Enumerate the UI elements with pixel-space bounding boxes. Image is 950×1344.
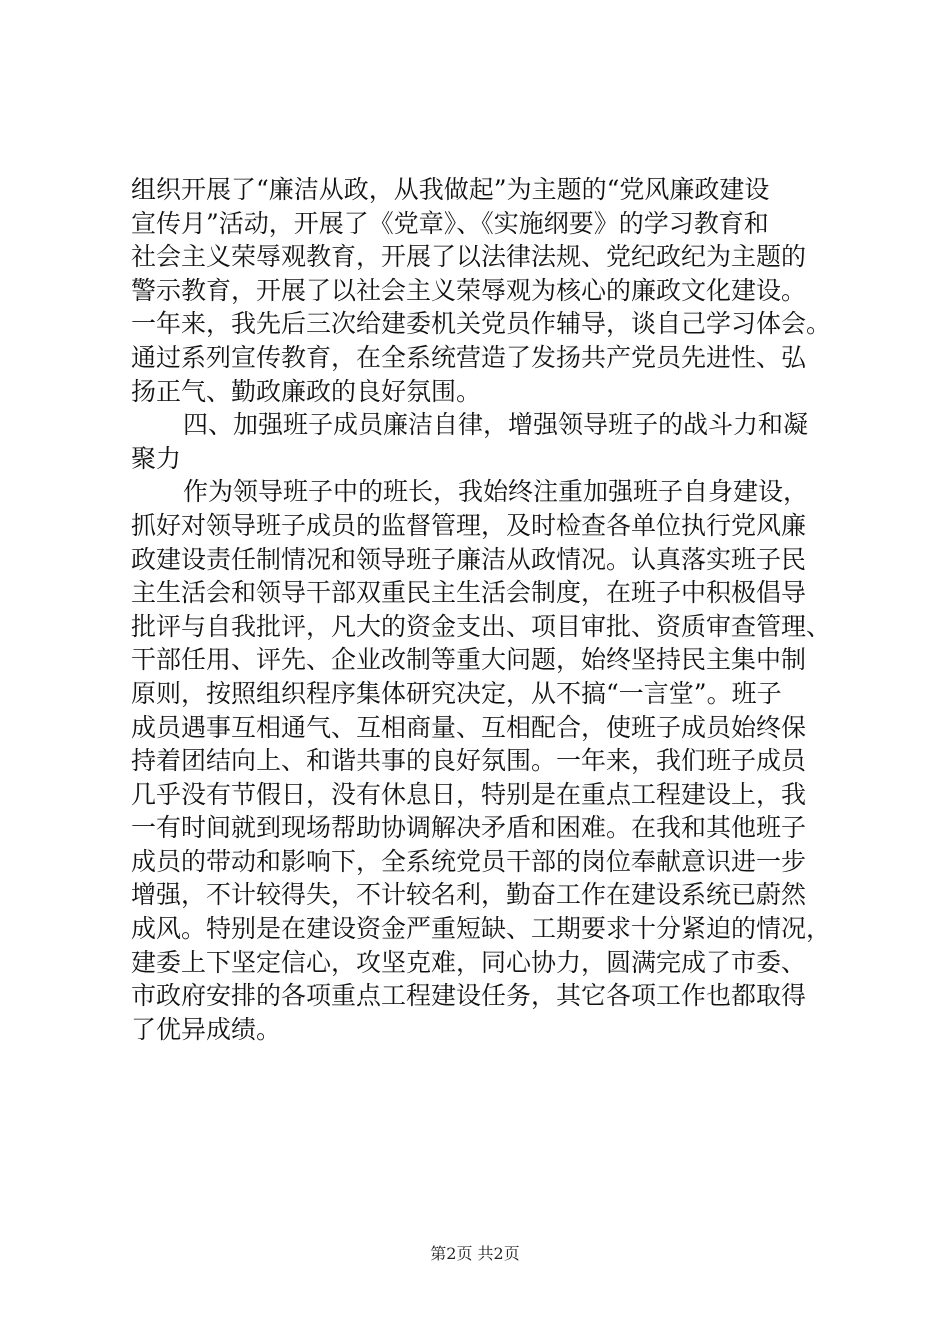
text-line: 通过系列宣传教育，在全系统营造了发扬共产党员先进性、弘 [131,342,807,372]
text-line: 宣传月”活动，开展了《党章》、《实施纲要》的学习教育和 [131,208,769,238]
text-line: 批评与自我批评，凡大的资金支出、项目审批、资质审查管理、 [131,611,832,641]
page-number-label: 第2页 共2页 [430,1244,520,1263]
text-line: 一年来，我先后三次给建委机关党员作辅导，谈自己学习体会。 [131,309,832,339]
text-line: 了优异成绩。 [131,1014,282,1044]
text-line: 主生活会和领导干部双重民主生活会制度，在班子中积极倡导 [131,578,807,608]
section-heading-line: 聚力 [131,443,182,473]
text-line: 一有时间就到现场帮助协调解决矛盾和困难。在我和其他班子 [131,813,807,843]
text-line: 建委上下坚定信心，攻坚克难，同心协力，圆满完成了市委、 [131,947,807,977]
text-line: 社会主义荣辱观教育，开展了以法律法规、党纪政纪为主题的 [131,242,807,272]
text-line: 作为领导班子中的班长，我始终注重加强班子自身建设， [183,477,809,507]
text-line: 市政府安排的各项重点工程建设任务，其它各项工作也都取得 [131,981,807,1011]
text-line: 警示教育，开展了以社会主义荣辱观为核心的廉政文化建设。 [131,275,807,305]
text-line: 组织开展了“廉洁从政，从我做起”为主题的“党风廉政建设 [131,175,770,204]
text-line: 几乎没有节假日，没有休息日，特别是在重点工程建设上，我 [131,779,807,809]
text-line: 抓好对领导班子成员的监督管理，及时检查各单位执行党风廉 [131,510,807,540]
text-line: 原则，按照组织程序集体研究决定，从不搞“一言堂”。班子 [131,678,782,708]
text-line: 持着团结向上、和谐共事的良好氛围。一年来，我们班子成员 [131,746,807,776]
text-line: 成风。特别是在建设资金严重短缺、工期要求十分紧迫的情况， [131,914,832,944]
body-text [131,173,841,1046]
text-line: 政建设责任制情况和领导班子廉洁从政情况。认真落实班子民 [131,544,807,574]
text-line: 扬正气、勤政廉政的良好氛围。 [131,376,482,406]
section-heading-line: 四、加强班子成员廉洁自律，增强领导班子的战斗力和凝 [183,410,809,440]
text-line: 干部任用、评先、企业改制等重大问题，始终坚持民主集中制 [131,645,807,675]
text-line: 成员的带动和影响下，全系统党员干部的岗位奉献意识进一步 [131,846,807,876]
text-line: 增强，不计较得失，不计较名利，勤奋工作在建设系统已蔚然 [131,880,807,910]
text-line: 成员遇事互相通气、互相商量、互相配合，使班子成员始终保 [131,712,807,742]
page-footer [0,1244,950,1264]
